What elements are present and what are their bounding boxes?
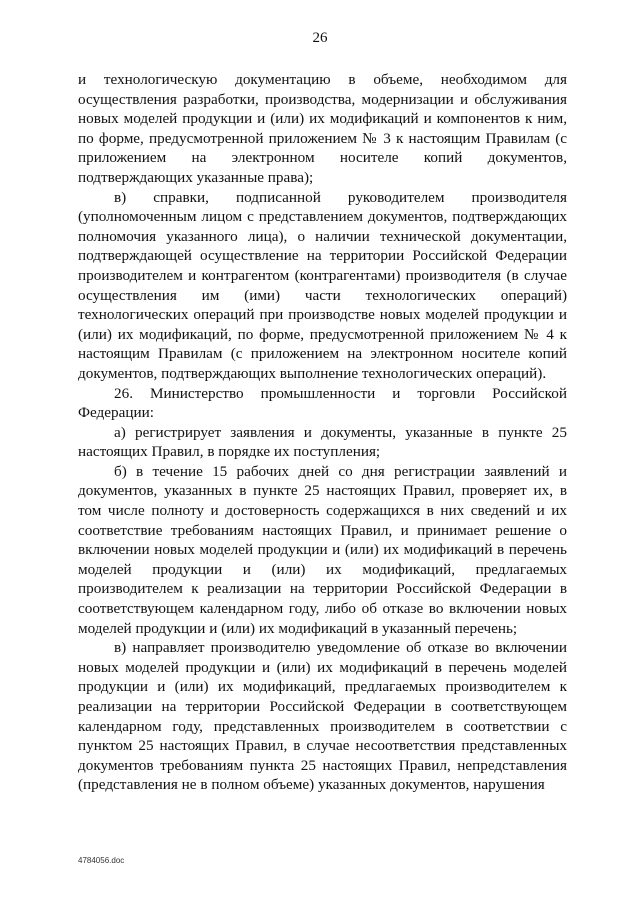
footer-file-name: 4784056.doc — [78, 856, 125, 865]
paragraph-item-v-certificate: в) справки, подписанной руководителем производителя (уполномоченным лицом с представлением документов, подтверждающих полномочия указанного лица), о наличии технической документации, подтверждающей осуществление на территории Российской Федерации производителем и контрагентом (контрагентами) производителя (в случае осуществления им (ими) части технологических операций) технологических операций при производстве новых моделей продукции и (или) их модификаций, по форме, предусмотренной приложением № 4 к настоящим Правилам (с приложением на электронном носителе копий документов, подтверждающих выполнение технологических операций). — [78, 188, 567, 382]
document-body — [78, 70, 567, 795]
paragraph-item-v-notification: в) направляет производителю уведомление об отказе во включении новых моделей продукции и (или) их модификаций в перечень моделей продукции и (или) их модификаций, предлагаемых производителем к реализации на территории Российской Федерации в соответствующем календарном году, представленных производителем в соответствии с пунктом 25 настоящих Правил, в случае несоответствия представленных документов требованиям пункта 25 настоящих Правил, непредставления (представления не в полном объеме) указанных документов, нарушения — [78, 639, 567, 794]
paragraph-clause-26: 26. Министерство промышленности и торговли Российской Федерации: — [78, 384, 567, 422]
page-number: 26 — [312, 30, 328, 46]
paragraph-continuation: и технологическую документацию в объеме, необходимом для осуществления разработки, производства, модернизации и обслуживания новых моделей продукции и (или) их модификаций и компонентов к ним, по форме, предусмотренной приложением № 3 к настоящим Правилам (с приложением на электронном носителе копий документов, подтверждающих указанные права); — [78, 71, 567, 186]
paragraph-item-a-registers: а) регистрирует заявления и документы, указанные в пункте 25 настоящих Правил, в порядке их поступления; — [78, 423, 567, 461]
paragraph-item-b-checks: б) в течение 15 рабочих дней со дня регистрации заявлений и документов, указанных в пункте 25 настоящих Правил, проверяет их, в том числе полноту и достоверность содержащихся в них сведений и их соответствие требованиям настоящих Правил, и принимает решение о включении новых моделей продукции и (или) их модификаций в перечень моделей продукции и (или) их модификаций, предлагаемых производителем к реализации на территории Российской Федерации в соответствующем календарном году, либо об отказе во включении новых моделей продукции и (или) их модификаций в указанный перечень; — [78, 462, 567, 637]
